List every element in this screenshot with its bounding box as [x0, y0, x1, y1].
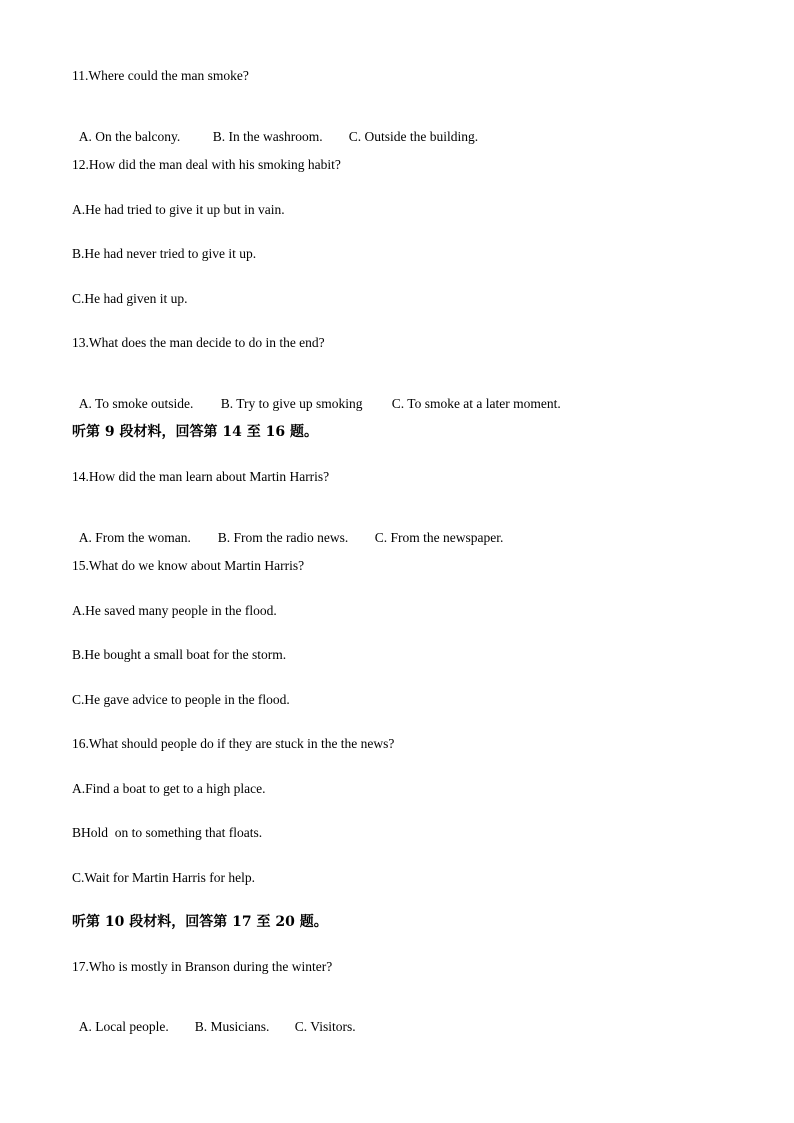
question-11-options: [72, 113, 478, 145]
section-heading-10: 听第 10 段材料，回答第 17 至 20 题。: [72, 914, 328, 930]
question-14-options: [72, 514, 503, 546]
question-12-option-b: B.He had never tried to give it up.: [72, 246, 257, 261]
question-17: 17.Who is mostly in Branson during the winter?: [72, 959, 333, 974]
question-16-option-c: C.Wait for Martin Harris for help.: [72, 870, 255, 885]
option-b: B. In the washroom.: [212, 129, 323, 144]
question-11: 11.Where could the man smoke?: [72, 68, 249, 83]
question-16-option-a: A.Find a boat to get to a high place.: [72, 781, 266, 796]
option-c: C. To smoke at a later moment.: [391, 396, 561, 411]
option-a: A. On the balcony.: [78, 129, 181, 144]
option-b: B. Try to give up smoking: [220, 396, 363, 411]
option-a: A. Local people.: [78, 1019, 169, 1034]
question-12-option-c: C.He had given it up.: [72, 291, 188, 306]
question-15-option-b: B.He bought a small boat for the storm.: [72, 647, 287, 662]
option-a: A. From the woman.: [78, 530, 191, 545]
question-14: 14.How did the man learn about Martin Harris?: [72, 469, 330, 484]
question-12-option-a: A.He had tried to give it up but in vain.: [72, 202, 285, 217]
question-15: 15.What do we know about Martin Harris?: [72, 558, 305, 573]
option-c: C. Outside the building.: [348, 129, 479, 144]
option-c: C. Visitors.: [294, 1019, 356, 1034]
option-c: C. From the newspaper.: [374, 530, 504, 545]
question-12: 12.How did the man deal with his smoking habit?: [72, 157, 341, 172]
option-b: B. Musicians.: [194, 1019, 270, 1034]
option-a: A. To smoke outside.: [78, 396, 194, 411]
question-17-options: [72, 1003, 356, 1035]
question-13-options: [72, 380, 561, 412]
question-15-option-c: C.He gave advice to people in the flood.: [72, 692, 290, 707]
option-b: B. From the radio news.: [217, 530, 349, 545]
question-16: 16.What should people do if they are stuck in the the news?: [72, 736, 395, 751]
question-16-option-b: BHold on to something that floats.: [72, 825, 263, 840]
question-13: 13.What does the man decide to do in the end?: [72, 335, 325, 350]
question-15-option-a: A.He saved many people in the flood.: [72, 603, 277, 618]
section-heading-9: 听第 9 段材料，回答第 14 至 16 题。: [72, 424, 318, 440]
